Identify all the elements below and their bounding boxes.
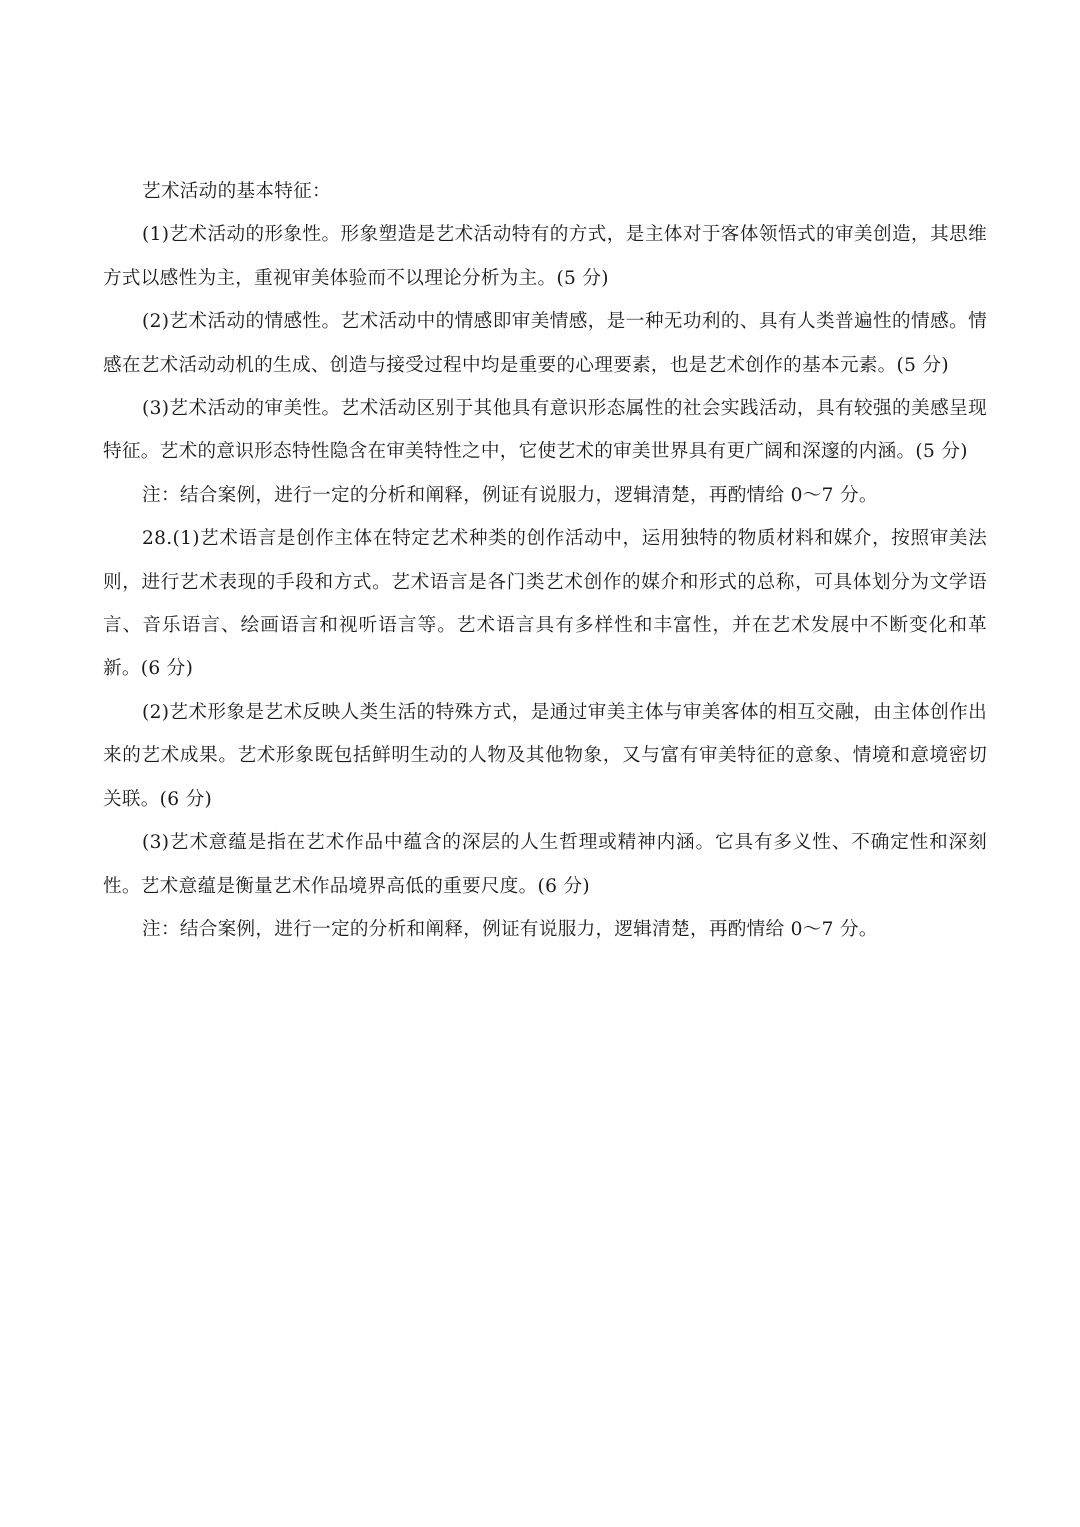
- paragraph-emotional-quality: (2)艺术活动的情感性。艺术活动中的情感即审美情感，是一种无功利的、具有人类普遍性的情感。情感在艺术活动动机的生成、创造与接受过程中均是重要的心理要素，也是艺术创作的基本元素。(5 分): [103, 311, 987, 376]
- answer-page: [103, 170, 987, 951]
- paragraph-image-quality: (1)艺术活动的形象性。形象塑造是艺术活动特有的方式，是主体对于客体领悟式的审美创造，其思维方式以感性为主，重视审美体验而不以理论分析为主。(5 分): [103, 224, 987, 289]
- scoring-note-1: 注：结合案例，进行一定的分析和阐释，例证有说服力，逻辑清楚，再酌情给 0～7 分。: [142, 484, 878, 506]
- section-heading: 艺术活动的基本特征：: [142, 181, 331, 202]
- paragraph-aesthetic-quality: (3)艺术活动的审美性。艺术活动区别于其他具有意识形态属性的社会实践活动，具有较强的美感呈现特征。艺术的意识形态特性隐含在审美特性之中，它使艺术的审美世界具有更广阔和深邃的内涵。(5 分): [103, 398, 987, 463]
- scoring-note-2: 注：结合案例，进行一定的分析和阐释，例证有说服力，逻辑清楚，再酌情给 0～7 分。: [142, 918, 878, 940]
- paragraph-art-language: 28.(1)艺术语言是创作主体在特定艺术种类的创作活动中，运用独特的物质材料和媒介，按照审美法则，进行艺术表现的手段和方式。艺术语言是各门类艺术创作的媒介和形式的总称，可具体划分为文学语言、音乐语言、绘画语言和视听语言等。艺术语言具有多样性和丰富性，并在艺术发展中不断变化和革新。(6 分): [103, 528, 987, 680]
- paragraph-art-image: (2)艺术形象是艺术反映人类生活的特殊方式，是通过审美主体与审美客体的相互交融，由主体创作出来的艺术成果。艺术形象既包括鲜明生动的人物及其他物象，又与富有审美特征的意象、情境和意境密切关联。(6 分): [103, 701, 987, 810]
- paragraph-art-implication: (3)艺术意蕴是指在艺术作品中蕴含的深层的人生哲理或精神内涵。它具有多义性、不确定性和深刻性。艺术意蕴是衡量艺术作品境界高低的重要尺度。(6 分): [103, 832, 987, 897]
